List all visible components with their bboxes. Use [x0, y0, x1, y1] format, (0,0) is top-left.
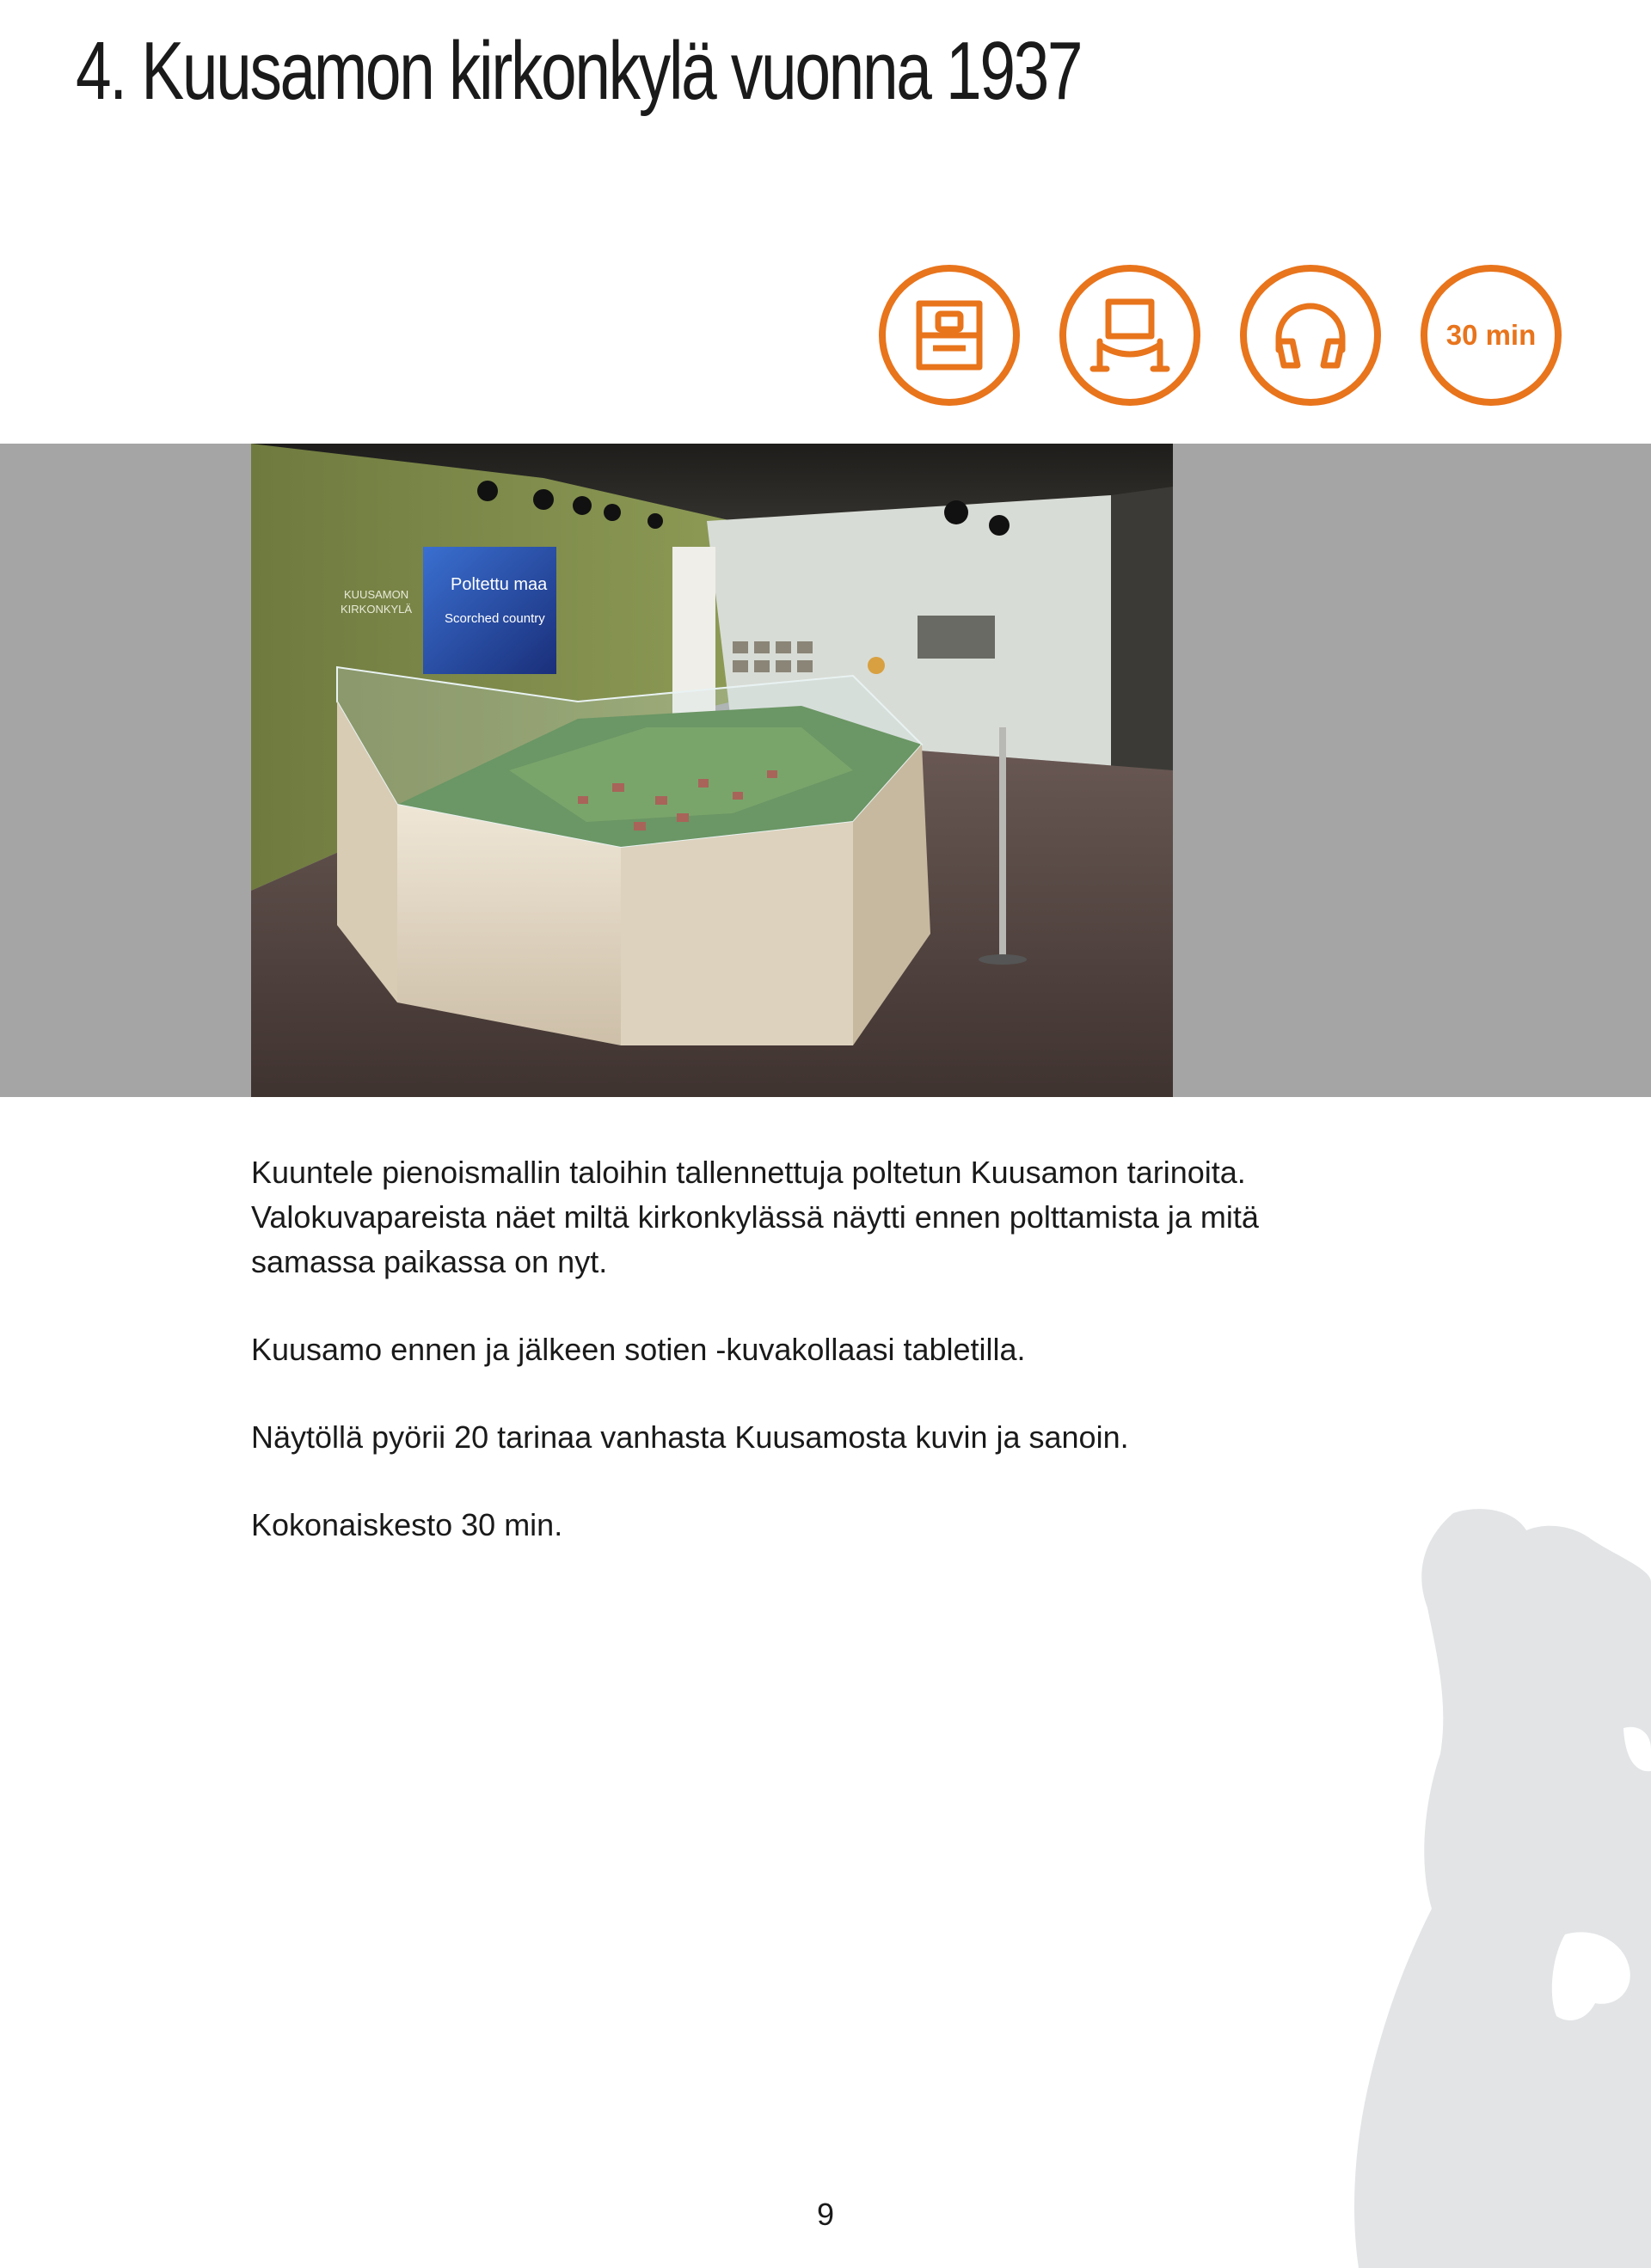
headphones-icon	[1240, 265, 1381, 406]
duration-badge	[1421, 265, 1562, 406]
roped-exhibit-icon	[1059, 265, 1200, 406]
paragraph: Kuuntele pienoismallin taloihin tallennettuja poltetun Kuusamon tarinoita. Valokuvapareista näet miltä kirkonkylässä näytti ennen polttamista ja mitä samassa paikassa on nyt.	[251, 1155, 1259, 1279]
paragraph: Kuusamo ennen ja jälkeen sotien -kuvakollaasi tabletilla.	[251, 1332, 1026, 1367]
paragraph: Näytöllä pyörii 20 tarinaa vanhasta Kuusamosta kuvin ja sanoin.	[251, 1419, 1129, 1455]
page-title: 4. Kuusamon kirkonkylä vuonna 1937	[76, 25, 1082, 117]
screen-display-icon	[879, 265, 1020, 406]
page-number: 9	[816, 2197, 835, 2232]
screen-text-fi: Poltettu maa	[451, 575, 548, 594]
exhibit-photo	[251, 444, 1173, 1097]
paragraph: Kokonaiskesto 30 min.	[251, 1507, 563, 1542]
bear-watermark	[1350, 1505, 1651, 2268]
duration-label: 30 min	[1445, 319, 1537, 351]
feature-icons	[879, 265, 1572, 413]
wall-text-2: KIRKONKYLÄ	[341, 603, 413, 616]
description	[251, 1150, 1369, 1591]
screen-text-en: Scorched country	[445, 611, 545, 626]
wall-text-1: KUUSAMON	[344, 588, 409, 601]
